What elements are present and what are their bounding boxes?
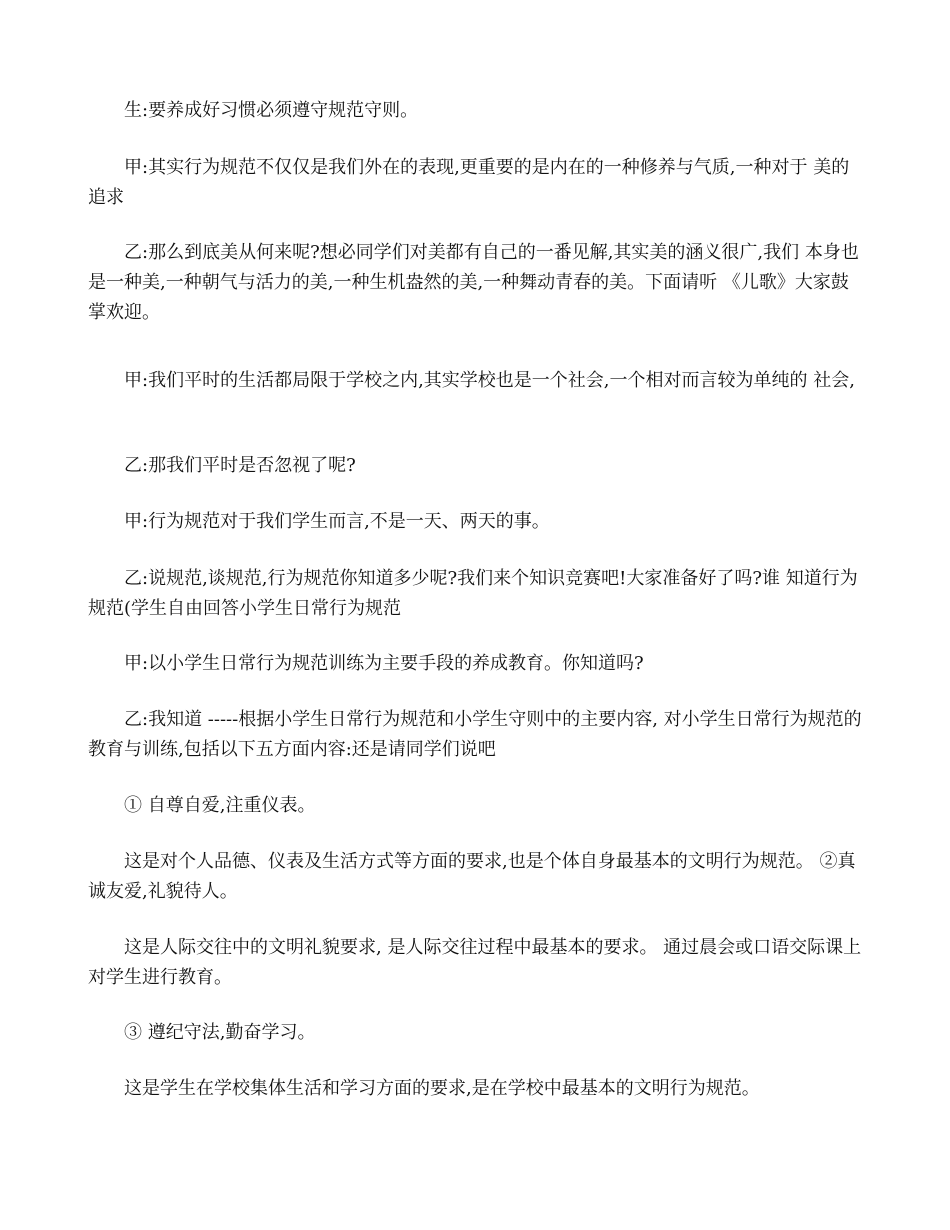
paragraph-10: ① 自尊自爱,注重仪表。 [124, 795, 316, 816]
paragraph-6: 甲:行为规范对于我们学生而言,不是一天、两天的事。 [124, 511, 550, 532]
paragraph-4: 甲:我们平时的生活都局限于学校之内,其实学校也是一个社会,一个相对而言较为单纯的 社会, [124, 370, 855, 391]
paragraph-5: 乙:那我们平时是否忽视了呢? [124, 455, 356, 476]
paragraph-12: 这是人际交往中的文明礼貌要求, 是人际交往过程中最基本的要求。 通过晨会或口语交际课上对学生进行教育。 [88, 937, 862, 988]
paragraph-2: 甲:其实行为规范不仅仅是我们外在的表现,更重要的是内在的一种修养与气质,一种对于 美的追求 [88, 157, 850, 208]
paragraph-1: 生:要养成好习惯必须遵守规范守则。 [124, 100, 419, 121]
paragraph-13: ③ 遵纪守法,勤奋学习。 [124, 1022, 316, 1043]
paragraph-11: 这是对个人品德、仪表及生活方式等方面的要求,也是个体自身最基本的文明行为规范。 ②真诚友爱,礼貌待人。 [88, 851, 856, 902]
paragraph-14: 这是学生在学校集体生活和学习方面的要求,是在学校中最基本的文明行为规范。 [124, 1078, 760, 1099]
paragraph-3: 乙:那么到底美从何来呢?想必同学们对美都有自己的一番见解,其实美的涵义很广,我们 本身也是一种美,一种朝气与活力的美,一种生机盎然的美,一种舞动青春的美。下面请听 《儿歌》大家鼓掌欢迎。 [88, 242, 859, 323]
paragraph-9: 乙:我知道 -----根据小学生日常行为规范和小学生守则中的主要内容, 对小学生日常行为规范的教育与训练,包括以下五方面内容:还是请同学们说吧 [88, 709, 862, 760]
paragraph-8: 甲:以小学生日常行为规范训练为主要手段的养成教育。你知道吗? [124, 653, 644, 674]
paragraph-7: 乙:说规范,谈规范,行为规范你知道多少呢?我们来个知识竞赛吧!大家准备好了吗?谁 知道行为规范(学生自由回答小学生日常行为规范 [88, 568, 858, 619]
